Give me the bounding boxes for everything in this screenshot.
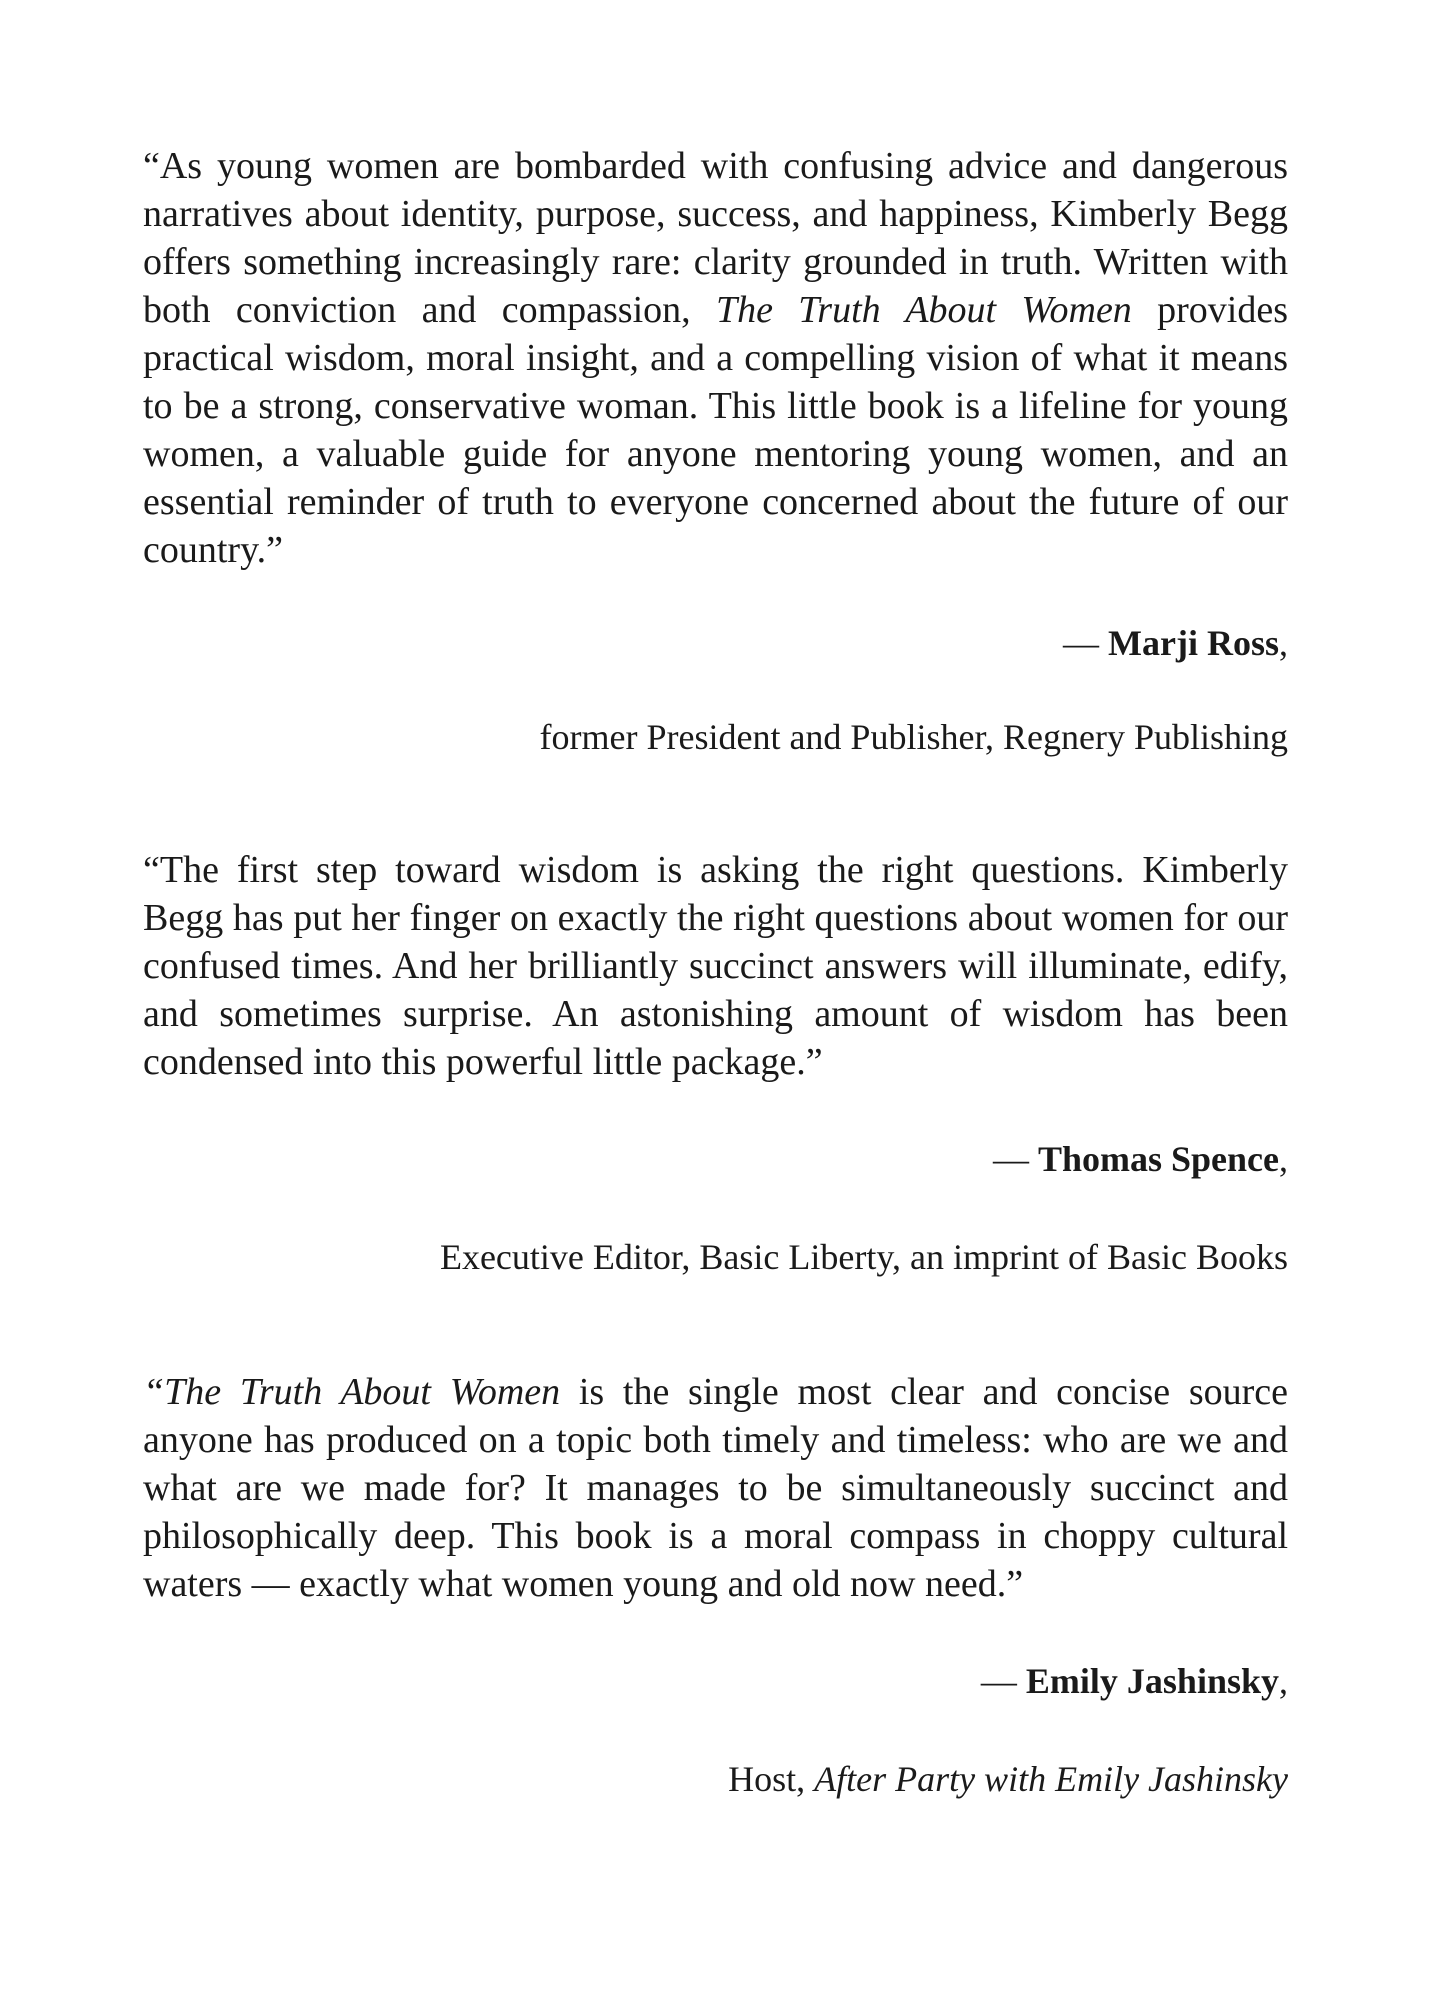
endorsement-quote: “The Truth About Women is the single most clear and concise source anyone has produced on a topic both timely and timeless: who are we and what are we made for? It manages to be simultaneously succinct and philosophically deep. This book is a moral compass in choppy cultural waters — exactly what women young and old now need.” [143,1371,1288,1605]
endorser-name: Thomas Spence [1037,1139,1279,1179]
endorsement-quote: “As young women are bombarded with confusing advice and dangerous narratives about identity, purpose, success, and happiness, Kimberly Begg offers something increasingly rare: clarity grounded in truth. Written with both conviction and compassion, The Truth About Women provides practical wisdom, moral insight, and a compelling vision of what it means to be a strong, conservative woman. This little book is a lifeline for young women, a valuable guide for anyone mentoring young women, and an essential reminder of truth to everyone concerned about the future of our country.” [143,145,1288,571]
endorsement-attribution-name: — Thomas Spence, [992,1139,1288,1179]
endorser-title: former President and Publisher, Regnery Publishing [539,717,1288,757]
book-title: The Truth About Women [715,289,1132,331]
show-title: After Party with Emily Jashinsky [814,1759,1288,1799]
endorsement-attribution-name: — Emily Jashinsky, [980,1661,1288,1701]
endorser-name: Marji Ross [1108,623,1279,663]
endorsement-thomas-spence [143,846,1288,1282]
endorsement-attribution-name: — Marji Ross, [1063,623,1288,663]
endorsement-marji-ross [143,142,1288,762]
endorser-title: Executive Editor, Basic Liberty, an imprint of Basic Books [439,1237,1288,1277]
endorsements-page [143,142,1288,1804]
book-title: “The Truth About Women [143,1371,561,1413]
endorsement-emily-jashinsky [143,1368,1288,1804]
endorsement-quote: “The first step toward wisdom is asking the right questions. Kimberly Begg has put her finger on exactly the right questions about women for our confused times. And her brilliantly succinct answers will illuminate, edify, and sometimes surprise. An astonishing amount of wisdom has been condensed into this powerful little package.” [143,849,1288,1083]
endorser-title: Host, After Party with Emily Jashinsky [728,1759,1288,1799]
endorser-name: Emily Jashinsky [1025,1661,1279,1701]
